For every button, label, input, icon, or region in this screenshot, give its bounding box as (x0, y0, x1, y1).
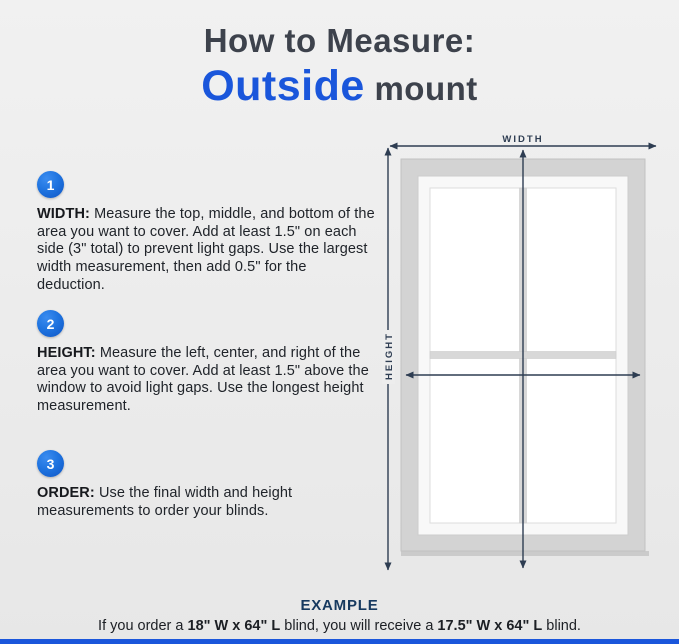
step-2-body: Measure the left, center, and right of the area you want to cover. Add at least 1.5" above the window to avoid light gaps. Use the longest height measurement. (37, 345, 369, 415)
step-3-badge: 3 (37, 450, 64, 477)
window-shadow (401, 551, 649, 556)
title-line-2 (0, 62, 679, 111)
title-line-1: How to Measure: (203, 22, 476, 59)
step-1-badge: 1 (37, 171, 64, 198)
step-2-text (37, 345, 375, 416)
example-suffix: blind. (542, 618, 581, 634)
step-3-text (37, 485, 375, 520)
example-order-size: 18" W x 64" L (187, 618, 281, 634)
window-frame (401, 159, 649, 556)
page-title (0, 22, 679, 111)
example-heading: EXAMPLE (300, 597, 379, 614)
step-1-label: WIDTH: (37, 206, 90, 222)
step-1 (37, 171, 375, 294)
title-mount: mount (364, 70, 478, 107)
title-outside: Outside (201, 62, 365, 110)
step-3-label: ORDER: (37, 485, 95, 501)
example-text (0, 618, 679, 634)
window-illustration (380, 134, 670, 582)
step-2-label: HEIGHT: (37, 345, 96, 361)
step-1-text (37, 206, 375, 294)
height-label: HEIGHT (384, 332, 395, 380)
step-1-body: Measure the top, middle, and bottom of the area you want to cover. Add at least 1.5" on each side (3" total) to prevent light gaps. Use the largest width measurement, then add 0.5" for the deduction. (37, 206, 375, 293)
example-middle: blind, you will receive a (280, 618, 438, 634)
window-measurement-diagram (380, 134, 670, 582)
example-receive-size: 17.5" W x 64" L (437, 618, 543, 634)
step-3-body: Use the final width and height measurements to order your blinds. (37, 485, 293, 519)
step-2 (37, 310, 375, 416)
example-prefix: If you order a (98, 618, 188, 634)
step-2-badge: 2 (37, 310, 64, 337)
example-section (0, 597, 679, 634)
width-label: WIDTH (502, 134, 544, 145)
step-3 (37, 450, 375, 520)
bottom-accent-bar (0, 639, 679, 644)
